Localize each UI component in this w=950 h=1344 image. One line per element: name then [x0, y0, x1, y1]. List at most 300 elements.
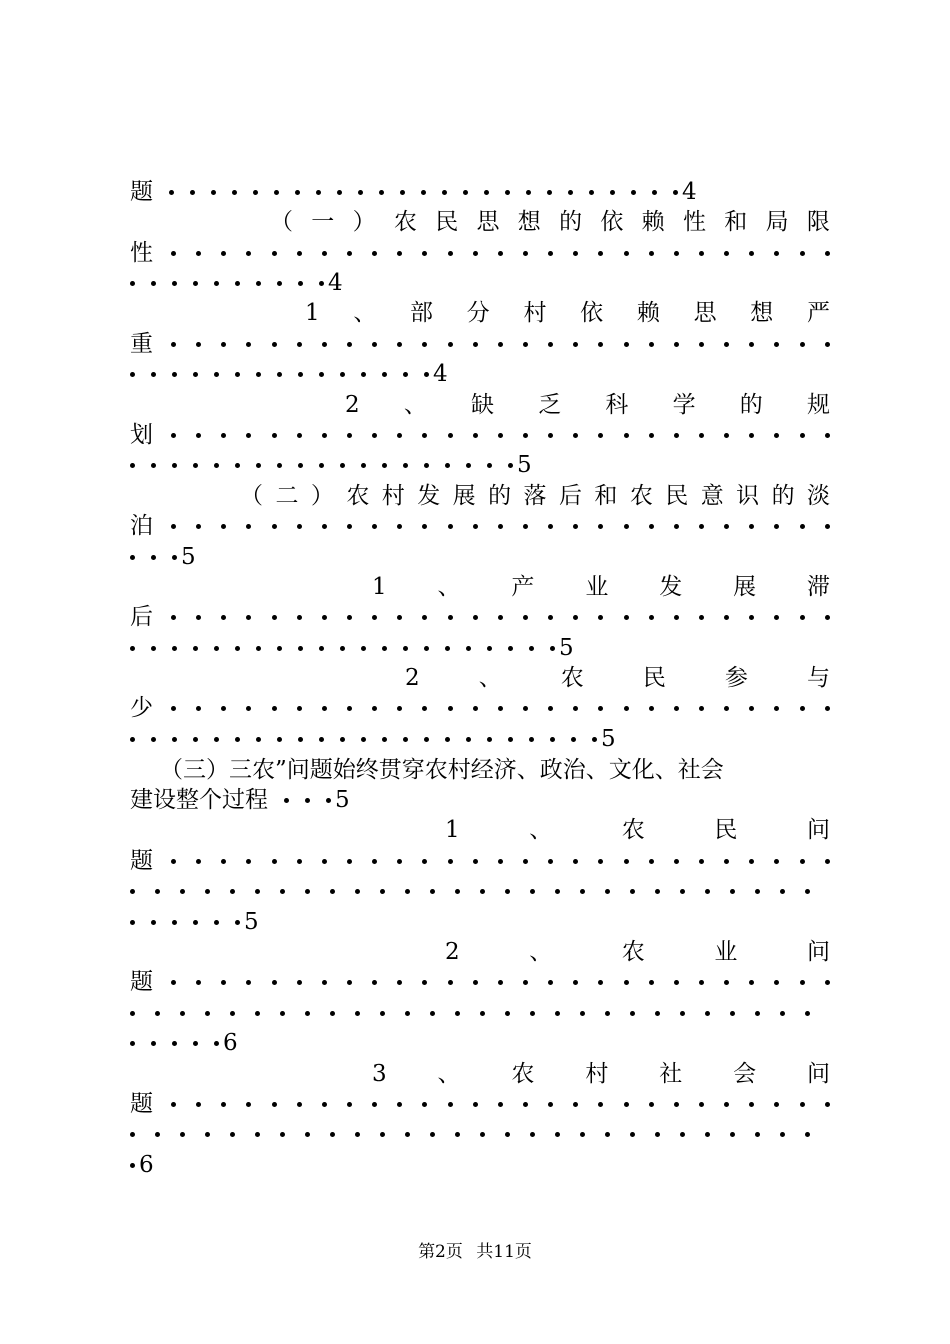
toc-heading-char: 产 — [511, 574, 535, 600]
leader-dot — [598, 251, 603, 256]
leader-dot — [151, 920, 156, 925]
toc-page-number: 5 — [335, 787, 350, 813]
toc-heading-char: 、 — [353, 300, 377, 326]
leader-dot — [246, 433, 251, 438]
footer-total-label: 共11页 — [476, 1242, 532, 1262]
leader-dot — [193, 920, 198, 925]
toc-heading-char: 赖 — [641, 209, 665, 235]
leader-dot — [655, 889, 660, 894]
leader-dot — [610, 190, 615, 195]
leader-dot — [400, 190, 405, 195]
leader-dot — [523, 433, 528, 438]
toc-heading-char: 会 — [733, 1061, 757, 1087]
leader-dot — [548, 980, 553, 985]
leader-dot — [372, 433, 377, 438]
leader-dot — [555, 889, 560, 894]
leader-dot — [151, 1041, 156, 1046]
toc-heading-char: 2 — [405, 665, 420, 691]
toc-heading-line — [305, 298, 830, 328]
leader-dot — [498, 859, 503, 864]
leader-dot — [705, 1011, 710, 1016]
leader-dot — [319, 737, 324, 742]
leader-dot — [171, 859, 176, 864]
leader-dot — [284, 798, 289, 803]
toc-text: 题 — [130, 848, 153, 874]
leader-dot — [214, 737, 219, 742]
toc-heading-char: 农 — [346, 483, 370, 509]
leader-dot — [825, 859, 830, 864]
leader-dot — [724, 342, 729, 347]
leader-dot — [555, 1132, 560, 1137]
leader-dot — [272, 706, 277, 711]
leader-dot — [171, 524, 176, 529]
leader-dot — [297, 615, 302, 620]
leader-dot — [151, 281, 156, 286]
leader-dot — [172, 737, 177, 742]
toc-heading-char: 、 — [437, 1061, 461, 1087]
leader-dot — [130, 1011, 135, 1016]
leader-dot — [548, 251, 553, 256]
toc-heading-line — [405, 663, 830, 693]
toc-heading-char: 学 — [672, 392, 696, 418]
toc-heading-line — [240, 481, 830, 511]
leader-dot — [372, 615, 377, 620]
toc-text: 性 — [130, 240, 153, 266]
toc-leader-line — [130, 967, 830, 997]
page-footer — [0, 1240, 950, 1264]
leader-dot — [487, 463, 492, 468]
leader-dot — [340, 737, 345, 742]
leader-dot — [548, 615, 553, 620]
leader-dot — [550, 737, 555, 742]
leader-dot — [322, 1102, 327, 1107]
leader-dot — [724, 706, 729, 711]
leader-dot — [498, 433, 503, 438]
toc-heading-char: 发 — [659, 574, 683, 600]
leader-dot — [699, 433, 704, 438]
leader-dot — [424, 463, 429, 468]
leader-dot — [598, 859, 603, 864]
leader-dot — [523, 980, 528, 985]
toc-heading-char: ） — [352, 209, 376, 235]
leader-dot — [403, 646, 408, 651]
leader-dot — [749, 251, 754, 256]
leader-dot — [196, 433, 201, 438]
leader-dot — [298, 372, 303, 377]
leader-dot — [256, 281, 261, 286]
leader-dot — [330, 889, 335, 894]
leader-dot — [523, 615, 528, 620]
leader-dot — [598, 433, 603, 438]
leader-dot — [805, 1132, 810, 1137]
footer-page-label: 第2页 — [418, 1242, 463, 1262]
toc-heading-char: 、 — [437, 574, 461, 600]
leader-dot — [568, 190, 573, 195]
leader-dot — [253, 190, 258, 195]
leader-dot — [424, 372, 429, 377]
toc-heading-char: 和 — [594, 483, 618, 509]
toc-page-number: 4 — [682, 179, 697, 205]
toc-heading-char: 分 — [466, 300, 490, 326]
leader-dot — [624, 615, 629, 620]
toc-heading-char: 农 — [621, 817, 645, 843]
toc-heading-char: 、 — [529, 817, 553, 843]
leader-dot — [724, 859, 729, 864]
leader-dot — [193, 646, 198, 651]
leader-dot — [523, 1102, 528, 1107]
toc-heading-char: 1 — [445, 817, 460, 843]
toc-heading-char: （ — [240, 483, 263, 509]
leader-dot — [624, 251, 629, 256]
leader-dot — [825, 706, 830, 711]
leader-dot — [347, 980, 352, 985]
leader-dot — [624, 342, 629, 347]
leader-dot — [380, 1132, 385, 1137]
leader-dot — [205, 1132, 210, 1137]
leader-dot — [699, 524, 704, 529]
leader-dot — [155, 1011, 160, 1016]
leader-dot — [221, 1102, 226, 1107]
leader-dot — [246, 980, 251, 985]
leader-dot — [484, 190, 489, 195]
toc-page-number: 4 — [328, 270, 343, 296]
leader-dot — [455, 1011, 460, 1016]
leader-dot — [774, 615, 779, 620]
leader-dot — [529, 646, 534, 651]
toc-page-number: 6 — [139, 1152, 154, 1178]
leader-dot — [298, 281, 303, 286]
leader-dot — [805, 1011, 810, 1016]
leader-dot — [397, 706, 402, 711]
leader-dot — [322, 980, 327, 985]
toc-heading-line — [270, 207, 830, 237]
leader-dot — [498, 980, 503, 985]
leader-dot — [730, 889, 735, 894]
toc-heading-char: 村 — [381, 483, 405, 509]
leader-dot — [749, 706, 754, 711]
dot-leader — [171, 859, 830, 864]
leader-dot — [624, 1102, 629, 1107]
toc-heading-char: 、 — [403, 392, 427, 418]
leader-dot — [326, 798, 331, 803]
toc-heading-char: 的 — [559, 209, 583, 235]
leader-dot — [340, 463, 345, 468]
leader-dot — [649, 251, 654, 256]
toc-heading-char: 赖 — [636, 300, 660, 326]
toc-leader-line — [130, 1119, 810, 1149]
toc-heading-char: 2 — [345, 392, 360, 418]
leader-dot — [221, 980, 226, 985]
leader-dot — [800, 615, 805, 620]
toc-heading-char: 乏 — [538, 392, 562, 418]
toc-heading-char: 想 — [750, 300, 774, 326]
leader-dot — [508, 737, 513, 742]
leader-dot — [305, 798, 310, 803]
leader-dot — [330, 1132, 335, 1137]
leader-dot — [548, 1102, 553, 1107]
leader-dot — [347, 342, 352, 347]
leader-dot — [272, 980, 277, 985]
leader-dot — [699, 342, 704, 347]
toc-heading-char: 想 — [517, 209, 541, 235]
toc-heading-char: 限 — [806, 209, 830, 235]
leader-dot — [774, 433, 779, 438]
leader-dot — [235, 737, 240, 742]
leader-dot — [473, 706, 478, 711]
toc-leader-tail — [130, 1150, 830, 1180]
leader-dot — [422, 342, 427, 347]
leader-dot — [361, 737, 366, 742]
leader-dot — [674, 859, 679, 864]
leader-dot — [498, 251, 503, 256]
leader-dot — [445, 646, 450, 651]
leader-dot — [800, 859, 805, 864]
toc-heading-char: 严 — [806, 300, 830, 326]
toc-heading-char: 1 — [305, 300, 320, 326]
leader-dot — [130, 372, 135, 377]
leader-dot — [298, 463, 303, 468]
leader-dot — [547, 190, 552, 195]
leader-dot — [246, 524, 251, 529]
leader-dot — [530, 889, 535, 894]
leader-dot — [422, 980, 427, 985]
toc-heading-char: 农 — [621, 939, 645, 965]
leader-dot — [573, 342, 578, 347]
leader-dot — [505, 190, 510, 195]
leader-dot — [774, 980, 779, 985]
leader-dot — [699, 1102, 704, 1107]
leader-dot — [680, 1132, 685, 1137]
leader-dot — [172, 281, 177, 286]
leader-dot — [196, 1102, 201, 1107]
leader-dot — [598, 1102, 603, 1107]
leader-dot — [573, 1102, 578, 1107]
leader-dot — [382, 737, 387, 742]
toc-leader-line — [130, 329, 830, 359]
toc-leader-line — [130, 420, 830, 450]
toc-heading-char: 3 — [372, 1061, 387, 1087]
leader-dot — [473, 524, 478, 529]
leader-dot — [403, 463, 408, 468]
leader-dot — [322, 251, 327, 256]
leader-dot — [171, 433, 176, 438]
toc-heading-char: 民 — [714, 817, 738, 843]
leader-dot — [422, 433, 427, 438]
leader-dot — [498, 524, 503, 529]
leader-dot — [598, 524, 603, 529]
leader-dot — [297, 706, 302, 711]
leader-dot — [649, 433, 654, 438]
leader-dot — [235, 372, 240, 377]
leader-dot — [130, 889, 135, 894]
leader-dot — [430, 1011, 435, 1016]
leader-dot — [673, 190, 678, 195]
leader-dot — [355, 1132, 360, 1137]
leader-dot — [699, 980, 704, 985]
leader-dot — [724, 1102, 729, 1107]
leader-dot — [347, 1102, 352, 1107]
leader-dot — [272, 251, 277, 256]
leader-dot — [256, 646, 261, 651]
leader-dot — [319, 281, 324, 286]
leader-dot — [649, 524, 654, 529]
leader-dot — [172, 463, 177, 468]
leader-dot — [172, 920, 177, 925]
leader-dot — [277, 737, 282, 742]
leader-dot — [214, 281, 219, 286]
leader-dot — [397, 342, 402, 347]
leader-dot — [297, 980, 302, 985]
leader-dot — [305, 889, 310, 894]
leader-dot — [221, 859, 226, 864]
leader-dot — [825, 251, 830, 256]
leader-dot — [246, 251, 251, 256]
leader-dot — [498, 1102, 503, 1107]
toc-heading-char: 意 — [700, 483, 724, 509]
leader-dot — [180, 889, 185, 894]
leader-dot — [774, 342, 779, 347]
leader-dot — [305, 1011, 310, 1016]
leader-dot — [255, 889, 260, 894]
leader-dot — [255, 1132, 260, 1137]
leader-dot — [487, 646, 492, 651]
leader-dot — [448, 859, 453, 864]
leader-dot — [580, 1132, 585, 1137]
leader-dot — [190, 190, 195, 195]
leader-dot — [277, 463, 282, 468]
leader-dot — [699, 615, 704, 620]
leader-dot — [523, 342, 528, 347]
leader-dot — [448, 980, 453, 985]
leader-dot — [358, 190, 363, 195]
leader-dot — [598, 706, 603, 711]
leader-dot — [130, 1041, 135, 1046]
leader-dot — [523, 524, 528, 529]
leader-dot — [319, 646, 324, 651]
toc-heading-char: 问 — [806, 939, 830, 965]
leader-dot — [573, 433, 578, 438]
leader-dot — [171, 980, 176, 985]
leader-dot — [422, 615, 427, 620]
leader-dot — [372, 524, 377, 529]
leader-dot — [445, 737, 450, 742]
leader-dot — [347, 433, 352, 438]
leader-dot — [130, 737, 135, 742]
leader-dot — [724, 524, 729, 529]
leader-dot — [130, 463, 135, 468]
leader-dot — [221, 706, 226, 711]
toc-heading-line — [372, 572, 830, 602]
leader-dot — [624, 433, 629, 438]
leader-dot — [652, 190, 657, 195]
toc-heading-char: 民 — [642, 665, 666, 691]
leader-dot — [749, 980, 754, 985]
leader-dot — [523, 859, 528, 864]
toc-heading-char: 一 — [311, 209, 335, 235]
leader-dot — [466, 646, 471, 651]
leader-dot — [774, 1102, 779, 1107]
leader-dot — [774, 524, 779, 529]
leader-dot — [530, 1132, 535, 1137]
leader-dot — [355, 1011, 360, 1016]
toc-heading-char: 、 — [478, 665, 502, 691]
leader-dot — [424, 646, 429, 651]
toc-page-number: 4 — [433, 361, 448, 387]
toc-leader-tail — [130, 1028, 830, 1058]
leader-dot — [530, 1011, 535, 1016]
toc-heading-line — [445, 815, 830, 845]
leader-dot — [800, 706, 805, 711]
leader-dot — [246, 859, 251, 864]
leader-dot — [624, 524, 629, 529]
leader-dot — [422, 1102, 427, 1107]
toc-heading-char: 2 — [445, 939, 460, 965]
leader-dot — [774, 706, 779, 711]
toc-heading-char: 思 — [693, 300, 717, 326]
toc-heading-char: 问 — [806, 1061, 830, 1087]
leader-dot — [598, 615, 603, 620]
leader-dot — [256, 463, 261, 468]
leader-dot — [774, 859, 779, 864]
leader-dot — [523, 251, 528, 256]
leader-dot — [548, 342, 553, 347]
leader-dot — [246, 706, 251, 711]
leader-dot — [800, 1102, 805, 1107]
leader-dot — [526, 190, 531, 195]
leader-dot — [297, 524, 302, 529]
leader-dot — [130, 646, 135, 651]
toc-leader-line — [130, 1089, 830, 1119]
leader-dot — [674, 251, 679, 256]
leader-dot — [674, 342, 679, 347]
leader-dot — [319, 372, 324, 377]
leader-dot — [232, 190, 237, 195]
leader-dot — [480, 1132, 485, 1137]
leader-dot — [256, 737, 261, 742]
leader-dot — [397, 1102, 402, 1107]
leader-dot — [448, 433, 453, 438]
toc-text: （三）三农”问题始终贯穿农村经济、政治、文化、社会 — [160, 757, 724, 783]
leader-dot — [473, 859, 478, 864]
leader-dot — [340, 646, 345, 651]
leader-dot — [724, 615, 729, 620]
leader-dot — [800, 980, 805, 985]
leader-dot — [322, 524, 327, 529]
leader-dot — [800, 342, 805, 347]
leader-dot — [403, 372, 408, 377]
toc-text: 题 — [130, 969, 153, 995]
leader-dot — [455, 1132, 460, 1137]
leader-dot — [605, 1011, 610, 1016]
toc-leader-line — [130, 511, 830, 541]
leader-dot — [172, 372, 177, 377]
dot-leader — [171, 524, 830, 529]
leader-dot — [361, 646, 366, 651]
toc-leader-tail — [130, 907, 830, 937]
leader-dot — [322, 706, 327, 711]
toc-heading-char: 发 — [417, 483, 441, 509]
toc-heading-char: 部 — [410, 300, 434, 326]
leader-dot — [680, 1011, 685, 1016]
toc-heading-char: 落 — [523, 483, 547, 509]
toc-heading-char: 淡 — [807, 483, 830, 509]
leader-dot — [151, 555, 156, 560]
leader-dot — [825, 980, 830, 985]
leader-dot — [382, 372, 387, 377]
leader-dot — [405, 1132, 410, 1137]
leader-dot — [825, 524, 830, 529]
leader-dot — [372, 980, 377, 985]
